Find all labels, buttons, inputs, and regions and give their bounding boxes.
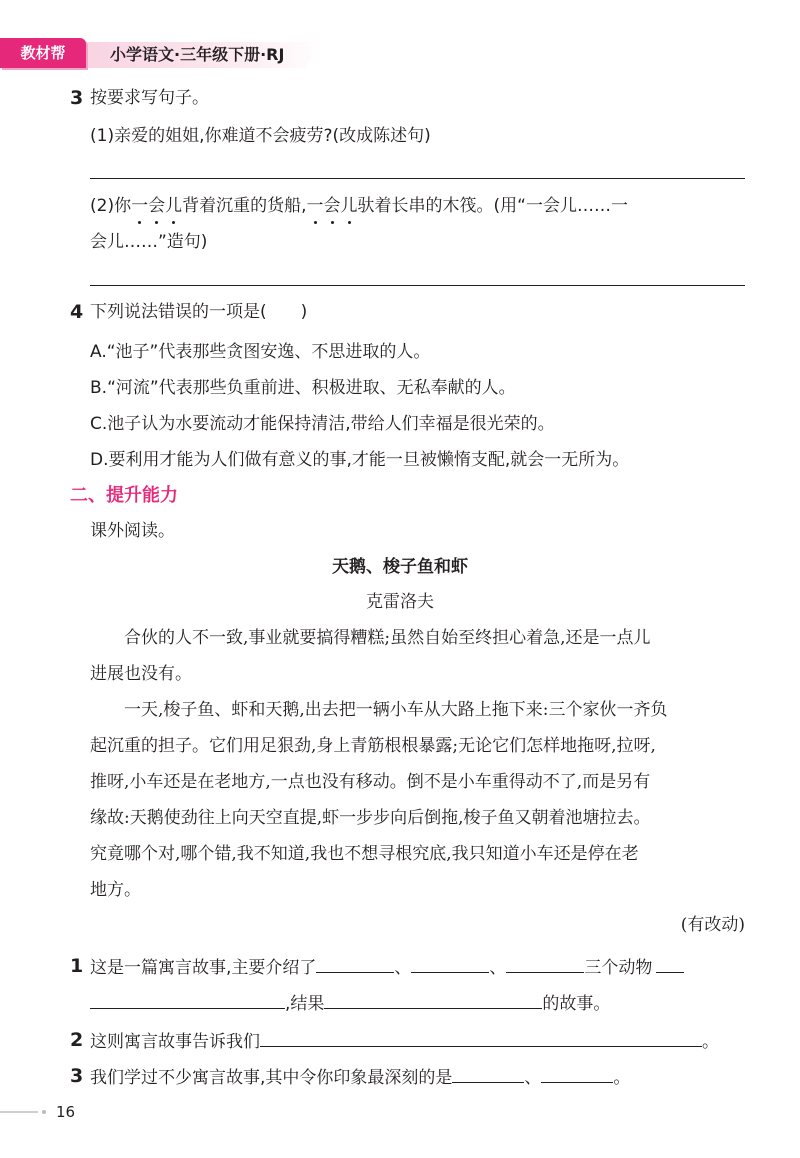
page-footer [0, 1100, 120, 1124]
dotted-char: 一 [306, 196, 324, 216]
answer-line-3-2[interactable] [90, 285, 745, 286]
blank-animal-1[interactable] [316, 954, 394, 973]
option-d: D.要利用才能为人们做有意义的事,才能一旦被懒惰支配,就会一无所为。 [90, 450, 630, 470]
emphasis-dots-2 [307, 196, 358, 216]
blank-fable-1[interactable] [452, 1064, 524, 1083]
answer-line-3-1[interactable] [90, 178, 745, 179]
question-3-sub2-line2: 会儿……”造句) [90, 232, 208, 252]
p2-line6: 地方。 [90, 880, 141, 900]
reading-q2-number: 2 [70, 1029, 84, 1051]
option-a: A.“池子”代表那些贪图安逸、不思进取的人。 [90, 342, 431, 362]
story-paragraph-1 [90, 620, 750, 692]
blank-tail-2[interactable] [90, 990, 285, 1009]
question-3-number: 3 [70, 87, 84, 109]
rq1-sep1: 、 [394, 958, 412, 978]
reading-q1-line2 [90, 990, 610, 1016]
question-4-number: 4 [70, 301, 84, 323]
rq1-text-c: ,结果 [285, 994, 325, 1014]
rq1-text-b: 三个动物 [584, 958, 653, 978]
question-4-stem: 下列说法错误的一项是( ) [90, 302, 308, 322]
p2-line4: 缘故:天鹅使劲往上向天空直提,虾一步步向后倒拖,梭子鱼又朝着池塘拉去。 [90, 808, 651, 828]
p1-line1: 合伙的人不一致,事业就要搞得糟糕;虽然自始至终担心着急,还是一点儿 [124, 628, 651, 648]
blank-fable-2[interactable] [541, 1064, 613, 1083]
p1-line2: 进展也没有。 [90, 664, 192, 684]
story-title: 天鹅、梭子鱼和虾 [332, 557, 468, 577]
section-heading: 二、提升能力 [70, 485, 178, 506]
book-title: 小学语文·三年级下册·RJ [110, 45, 285, 64]
dotted-char: 一 [131, 196, 149, 216]
dotted-char: 儿 [340, 196, 358, 216]
brand-badge: 教材帮 [0, 38, 86, 68]
dotted-char: 会 [148, 196, 166, 216]
adaptation-note: (有改动) [680, 915, 745, 935]
sub2-middle: 背着沉重的货船, [182, 196, 307, 216]
story-author: 克雷洛夫 [366, 592, 434, 612]
question-3-sub1: (1)亲爱的姐姐,你难道不会疲劳?(改成陈述句) [90, 126, 431, 146]
reading-q2 [90, 1028, 719, 1054]
option-b: B.“河流”代表那些负重前进、积极进取、无私奉献的人。 [90, 378, 516, 398]
rq1-text-d: 的故事。 [542, 994, 611, 1014]
rq2-end: 。 [702, 1032, 719, 1052]
sub2-prefix: (2)你 [90, 196, 132, 216]
sub2-suffix: 驮着长串的木筏。(用“一会儿……一 [357, 196, 628, 216]
question-3-sub2 [90, 194, 628, 218]
page-header [0, 38, 330, 72]
reading-q1 [90, 954, 684, 980]
blank-moral[interactable] [260, 1028, 702, 1047]
p2-line1: 一天,梭子鱼、虾和天鹅,出去把一辆小车从大路上拖下来:三个家伙一齐负 [124, 700, 668, 720]
section-instruction: 课外阅读。 [90, 521, 175, 541]
footer-dot [42, 1110, 46, 1114]
page-number: 16 [56, 1103, 76, 1121]
rq1-text-a: 这是一篇寓言故事,主要介绍了 [90, 958, 317, 978]
p2-line3: 推呀,小车还是在老地方,一点也没有移动。倒不是小车重得动不了,而是另有 [90, 772, 651, 792]
emphasis-dots-1 [131, 196, 182, 216]
reading-q1-number: 1 [70, 955, 84, 977]
blank-result[interactable] [324, 990, 542, 1009]
p2-line2: 起沉重的担子。它们用足狠劲,身上青筋根根暴露;无论它们怎样地拖呀,拉呀, [90, 736, 656, 756]
dotted-char: 儿 [165, 196, 183, 216]
dotted-char: 会 [323, 196, 341, 216]
blank-tail-1[interactable] [656, 954, 684, 973]
p2-line5: 究竟哪个对,哪个错,我不知道,我也不想寻根究底,我只知道小车还是停在老 [90, 844, 639, 864]
story-paragraph-2 [90, 692, 750, 908]
footer-dash [0, 1111, 38, 1113]
rq3-text: 我们学过不少寓言故事,其中令你印象最深刻的是 [90, 1068, 453, 1088]
option-c: C.池子认为水要流动才能保持清洁,带给人们幸福是很光荣的。 [90, 414, 555, 434]
rq3-end: 。 [613, 1068, 631, 1088]
rq2-text: 这则寓言故事告诉我们 [90, 1032, 260, 1052]
blank-animal-2[interactable] [411, 954, 489, 973]
blank-animal-3[interactable] [506, 954, 584, 973]
reading-q3-number: 3 [70, 1065, 84, 1087]
reading-q3 [90, 1064, 630, 1090]
rq1-sep2: 、 [489, 958, 507, 978]
rq3-sep: 、 [524, 1068, 542, 1088]
question-3-stem: 按要求写句子。 [90, 88, 209, 108]
